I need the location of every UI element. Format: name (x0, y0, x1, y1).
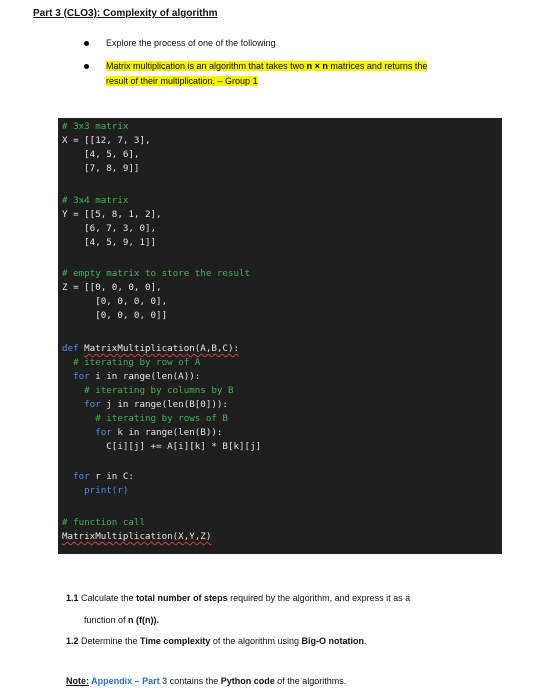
bullet-dot-icon (84, 41, 89, 46)
code-line: [6, 7, 3, 0], (62, 223, 157, 234)
question-text (84, 613, 159, 627)
code-comment: # empty matrix to store the result (62, 268, 251, 279)
code-keyword: def (62, 343, 85, 354)
question-text-part: function of (84, 615, 129, 625)
bullet-dot-icon (84, 64, 89, 69)
code-text: k in range(len(B)): (117, 427, 223, 438)
highlighted-text: result of their multiplication. – Group 1 (106, 76, 258, 86)
code-line: Y = [[5, 8, 1, 2], (62, 209, 162, 220)
code-comment: # function call (62, 517, 145, 528)
bullet-item (82, 36, 512, 51)
bullet-var: n (306, 61, 313, 71)
code-line (62, 399, 228, 411)
code-comment: # 3x3 matrix (62, 121, 129, 132)
code-comment: # iterating by columns by B (62, 385, 234, 396)
question-1-1 (66, 591, 496, 627)
code-function-name: MatrixMultiplication(A,B,C): (84, 343, 240, 354)
bullet-text: Explore the process of one of the following (106, 38, 276, 48)
note-appendix-ref: Appendix – Part 3 (89, 676, 168, 686)
question-number: 1.1 (66, 593, 79, 603)
code-line: [7, 8, 9]] (62, 163, 140, 174)
question-text: Determine the (78, 636, 141, 646)
code-comment: # iterating by rows of B (62, 413, 228, 424)
question-text: . (363, 636, 367, 646)
code-text: j in range(len(B[0])): (106, 399, 228, 410)
question-text: of the algorithm using (210, 636, 302, 646)
question-emphasis: Time complexity (140, 636, 211, 646)
code-line: X = [[12, 7, 3], (62, 135, 151, 146)
question-emphasis: n (f(n)). (128, 615, 160, 625)
code-line (62, 427, 222, 439)
highlighted-text (106, 61, 427, 71)
code-keyword: for (62, 471, 96, 482)
code-text: i in range(len(A)): (95, 371, 201, 382)
note-emphasis: Python code (220, 676, 275, 686)
bullet-list (82, 36, 512, 97)
code-line: [0, 0, 0, 0], (62, 296, 168, 307)
question-text: Calculate the (78, 593, 137, 603)
question-text: required by the algorithm, and express it as a (227, 593, 411, 603)
code-text: r in C: (95, 471, 134, 482)
question-emphasis: total number of steps (136, 593, 228, 603)
code-line (62, 471, 134, 483)
bullet-var: × (312, 61, 323, 71)
bullet-text: matrices and returns the (327, 61, 428, 71)
page-heading: Part 3 (CLO3): Complexity of algorithm (33, 8, 218, 19)
bullet-text: Matrix multiplication is an algorithm that takes two (106, 61, 307, 71)
code-line: [0, 0, 0, 0]] (62, 310, 168, 321)
question-emphasis: Big-O notation (301, 636, 364, 646)
code-line: [4, 5, 6], (62, 149, 140, 160)
bullet-var: n (322, 61, 328, 71)
code-comment: # iterating by row of A (62, 357, 201, 368)
code-line: print(r) (62, 485, 129, 496)
code-line: [4, 5, 9, 1]] (62, 237, 157, 248)
note-label: Note: (66, 676, 89, 686)
code-comment: # 3x4 matrix (62, 195, 129, 206)
question-1-2 (66, 634, 496, 648)
note (66, 676, 346, 686)
code-keyword: for (62, 399, 107, 410)
code-keyword: for (62, 371, 96, 382)
code-line: MatrixMultiplication(X,Y,Z) (62, 531, 212, 542)
note-text: contains the (167, 676, 221, 686)
code-line: C[i][j] += A[i][k] * B[k][j] (62, 441, 262, 452)
code-line (62, 343, 239, 355)
code-keyword: for (62, 427, 118, 438)
question-number: 1.2 (66, 636, 79, 646)
code-block (58, 118, 502, 554)
note-text: of the algorithms. (274, 676, 347, 686)
bullet-item (82, 59, 512, 89)
code-line (62, 371, 200, 383)
code-line: Z = [[0, 0, 0, 0], (62, 282, 162, 293)
